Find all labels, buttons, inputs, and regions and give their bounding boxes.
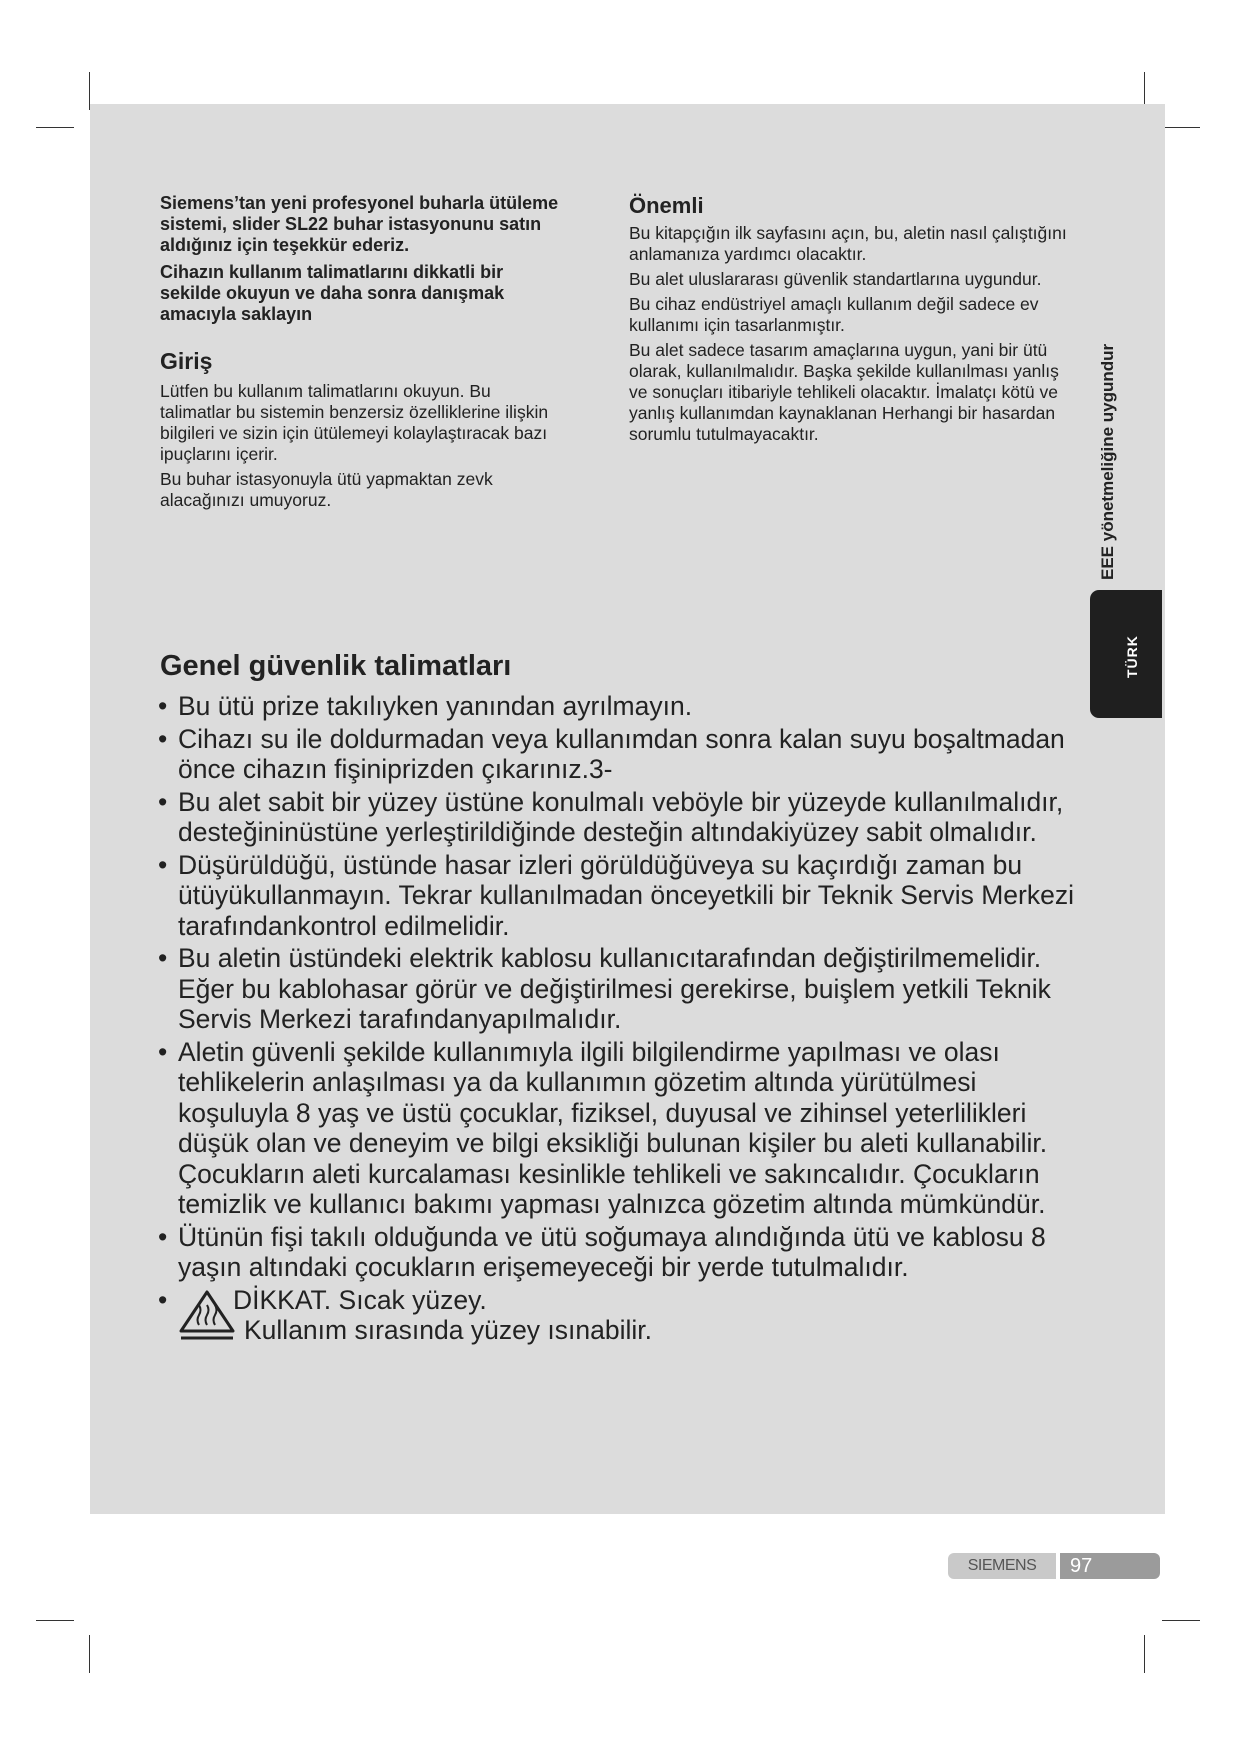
language-tab [1090,590,1162,718]
crop-mark [1162,1620,1200,1621]
warning-title: • DİKKAT. Sıcak yüzey. [233,1284,487,1315]
warning-text: Kullanım sırasında yüzey ısınabilir. [244,1315,652,1345]
safety-item: • Düşürüldüğü, üstünde hasar izleri görüldüğüveya su kaçırdığı zaman bu ütüyükullanmayın. Tekrar kullanılmadan önceyetkili bir Teknik Servis Merkezi tarafındankontrol edilmelidir. [158,850,1078,942]
safety-item: • Aletin güvenli şekilde kullanımıyla ilgili bilgilendirme yapılması ve olası tehlikelerin anlaşılması ya da kullanımın gözetim altında yürütülmesi koşuluyla 8 yaş ve üstü çocuklar, fiziksel, duyusal ve zihinsel yeterlilikleri düşük olan ve deneyim ve bilgi eksikliği bulunan kişiler bu aleti kullanabilir. Çocukların aleti kurcalaması kesinlikle tehlikeli ve sakıncalıdır. Çocukların temizlik ve kullanıcı bakımı yapması yalnızca gözetim altında mümkündür. [158,1037,1078,1220]
onemli-paragraph: Bu cihaz endüstriyel amaçlı kullanım değil sadece ev kullanımı için tasarlanmıştır. [629,294,1039,335]
safety-item: • Cihazı su ile doldurmadan veya kullanımdan sonra kalan suyu boşaltmadan önce cihazın fişiniprizden çıkarınız.3- [158,724,1078,785]
crop-mark [89,1635,90,1673]
giris-paragraph: Lütfen bu kullanım talimatlarını okuyun. Bu talimatlar bu sistemin benzersiz özelliklerine ilişkin bilgileri ve sizin için ütülemeyi kolaylaştıracak bazı ipuçlarını içerir. [160,381,549,464]
crop-mark [1144,1635,1145,1673]
giris-paragraph: Bu buhar istasyonuyla ütü yapmaktan zevk alacağınızı umuyoruz. [160,469,493,510]
safety-item: • Ütünün fişi takılı olduğunda ve ütü soğumaya alındığında ütü ve kablosu 8 yaşın altındaki çocukların erişemeyeceği bir yerde tutulmalıdır. [158,1222,1078,1283]
brand-label: SIEMENS [948,1553,1056,1579]
crop-mark [36,1620,74,1621]
giris-title: Giriş [160,348,213,374]
right-column [629,193,1069,449]
onemli-paragraph: Bu kitapçığın ilk sayfasını açın, bu, aletin nasıl çalıştığını anlamanıza yardımcı olacaktır. [629,223,1067,264]
left-column [160,193,560,515]
intro-thanks: Siemens’tan yeni profesyonel buharla ütüleme sistemi, slider SL22 buhar istasyonunu satın aldığınız için teşekkür ederiz. [160,193,559,255]
intro-read-note: Cihazın kullanım talimatlarını dikkatli bir sekilde okuyun ve daha sonra danışmak amacıyla saklayın [160,262,505,324]
safety-list [158,691,1078,1348]
eee-compliance-label: EEE yönetmeliğine uygundur [1098,343,1117,580]
crop-mark [36,127,74,128]
safety-title: Genel güvenlik talimatları [160,650,512,682]
onemli-title: Önemli [629,193,704,218]
page-number: 97 [1060,1553,1160,1579]
onemli-paragraph: Bu alet sadece tasarım amaçlarına uygun, yani bir ütü olarak, kullanılmalıdır. Başka şekilde kullanılması yanlış ve sonuçları itibariyle tehlikeli olacaktır. İmalatçı kötü ve yanlış kullanımdan kaynaklanan Herhangi bir hasardan sorumlu tutulmayacaktır. [629,340,1059,444]
onemli-paragraph: Bu alet uluslararası güvenlik standartlarına uygundur. [629,269,1042,289]
hot-surface-warning-icon [178,1289,236,1341]
language-tab-label: TÜRK [1124,635,1140,678]
safety-item: • Bu ütü prize takılıyken yanından ayrılmayın. [158,691,1078,722]
safety-item: • Bu aletin üstündeki elektrik kablosu kullanıcıtarafından değiştirilmemelidir. Eğer bu kablohasar görür ve değiştirilmesi gerekirse, buişlem yetkili Teknik Servis Merkezi tarafındanyapılmalıdır. [158,943,1078,1035]
safety-item: • Bu alet sabit bir yüzey üstüne konulmalı veböyle bir yüzeyde kullanılmalıdır, desteğininüstüne yerleştirildiğinde desteğin altındakiyüzey sabit olmalıdır. [158,787,1078,848]
crop-mark [1162,127,1200,128]
safety-item-warning [158,1285,1078,1346]
